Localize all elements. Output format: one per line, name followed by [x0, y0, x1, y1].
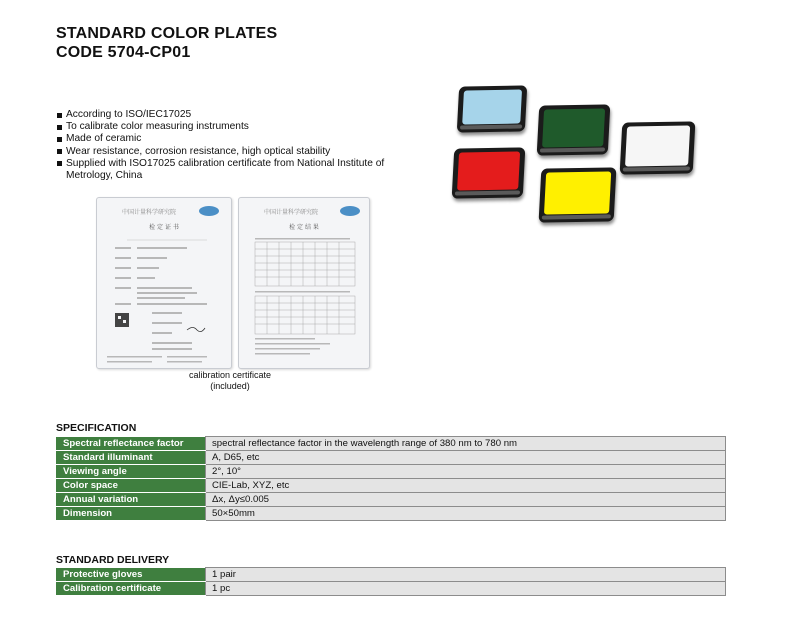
cert-left-title: 检 定 证 书: [149, 224, 179, 231]
cert-left-header: 中国计量科学研究院: [121, 209, 177, 216]
table-row: [57, 568, 726, 582]
text-line: [115, 267, 131, 269]
text-line: [137, 277, 155, 279]
plate-rim: [455, 190, 520, 195]
plate-rim: [623, 166, 690, 171]
light-blue-plate-image: [457, 85, 527, 132]
text-line: [255, 291, 350, 293]
cert-table-upper: [255, 242, 355, 286]
plate-face: [544, 171, 611, 214]
red-plate-image: [452, 147, 526, 198]
feature-list: [56, 109, 386, 182]
table-row: [57, 465, 726, 479]
cert-table-lower: [255, 296, 355, 334]
text-line: [255, 338, 315, 340]
text-line: [137, 297, 185, 299]
text-line: [115, 277, 131, 279]
yellow-plate-image: [539, 167, 617, 222]
white-plate-image: [620, 121, 696, 174]
spec-label: Color space: [57, 479, 206, 493]
text-line: [152, 348, 192, 350]
spec-label: Viewing angle: [57, 465, 206, 479]
certificate-left-image: [96, 197, 232, 369]
feature-item: To calibrate color measuring instruments: [56, 121, 386, 133]
feature-item: Wear resistance, corrosion resistance, high optical stability: [56, 146, 386, 158]
text-line: [115, 303, 131, 305]
text-line: [137, 257, 167, 259]
page-title: [56, 24, 277, 62]
text-line: [152, 332, 172, 334]
table-row: [57, 437, 726, 451]
text-line: [255, 353, 310, 355]
text-line: [137, 292, 197, 294]
plate-rim: [542, 214, 611, 219]
qr-code-detail: [118, 316, 121, 319]
text-line: [137, 267, 159, 269]
delivery-value: 1 pc: [206, 582, 726, 596]
text-line: [152, 342, 192, 344]
cert-left-text-lines: [107, 247, 207, 363]
table-row: [57, 451, 726, 465]
text-line: [255, 238, 350, 240]
product-code: CODE 5704-CP01: [56, 44, 191, 61]
certificate-right-image: [238, 197, 370, 369]
table-row: [57, 479, 726, 493]
delivery-label: Calibration certificate: [57, 582, 206, 596]
spec-label: Spectral reflectance factor: [57, 437, 206, 451]
table-row: [57, 507, 726, 521]
green-plate-image: [537, 104, 611, 155]
text-line: [137, 287, 192, 289]
caption-note: (included): [210, 381, 250, 391]
cert-right-title: 检 定 结 果: [289, 224, 319, 231]
plate-rim: [540, 147, 605, 152]
text-line: [152, 322, 182, 324]
text-line: [167, 361, 202, 363]
certificate-caption: [150, 370, 310, 392]
text-line: [255, 343, 330, 345]
text-line: [115, 287, 131, 289]
delivery-label: Protective gloves: [57, 568, 206, 582]
text-line: [115, 247, 131, 249]
spec-value: spectral reflectance factor in the wavelength range of 380 nm to 780 nm: [206, 437, 726, 451]
spec-label: Standard illuminant: [57, 451, 206, 465]
table-frame: [255, 296, 355, 334]
plate-rim: [460, 124, 522, 129]
table-row: [57, 493, 726, 507]
specification-table: [56, 436, 726, 521]
cert-right-header: 中国计量科学研究院: [263, 209, 319, 216]
table-row: [57, 582, 726, 596]
spec-value: A, D65, etc: [206, 451, 726, 465]
text-line: [107, 361, 152, 363]
qr-code-icon: [115, 313, 129, 327]
specification-heading: SPECIFICATION: [56, 422, 137, 434]
text-line: [137, 303, 207, 305]
plate-face: [462, 89, 522, 124]
delivery-value: 1 pair: [206, 568, 726, 582]
delivery-heading: STANDARD DELIVERY: [56, 554, 170, 566]
qr-code-detail: [123, 320, 126, 323]
text-line: [115, 257, 131, 259]
institute-logo-icon: [340, 206, 360, 216]
plate-face: [625, 125, 690, 166]
caption-line: calibration certificate: [188, 370, 272, 380]
table-frame: [255, 242, 355, 286]
feature-item: Made of ceramic: [56, 133, 386, 145]
plate-face: [457, 151, 520, 190]
product-title: STANDARD COLOR PLATES: [56, 25, 278, 42]
feature-item: According to ISO/IEC17025: [56, 109, 386, 121]
signature-icon: [187, 328, 205, 332]
text-line: [152, 312, 182, 314]
text-line: [137, 247, 187, 249]
feature-item: Supplied with ISO17025 calibration certificate from National Institute of Metrology, China: [56, 158, 386, 182]
spec-label: Dimension: [57, 507, 206, 521]
plate-face: [542, 108, 605, 147]
institute-logo-icon: [199, 206, 219, 216]
spec-value: Δx, Δy≤0.005: [206, 493, 726, 507]
text-line: [255, 348, 320, 350]
cert-right-text-lines: [255, 238, 350, 355]
spec-value: 2°, 10°: [206, 465, 726, 479]
spec-value: 50×50mm: [206, 507, 726, 521]
text-line: [107, 356, 162, 358]
delivery-table: [56, 567, 726, 596]
spec-value: CIE-Lab, XYZ, etc: [206, 479, 726, 493]
certificate-left-illustration: [97, 198, 231, 368]
spec-label: Annual variation: [57, 493, 206, 507]
certificate-right-illustration: [239, 198, 369, 368]
text-line: [167, 356, 207, 358]
